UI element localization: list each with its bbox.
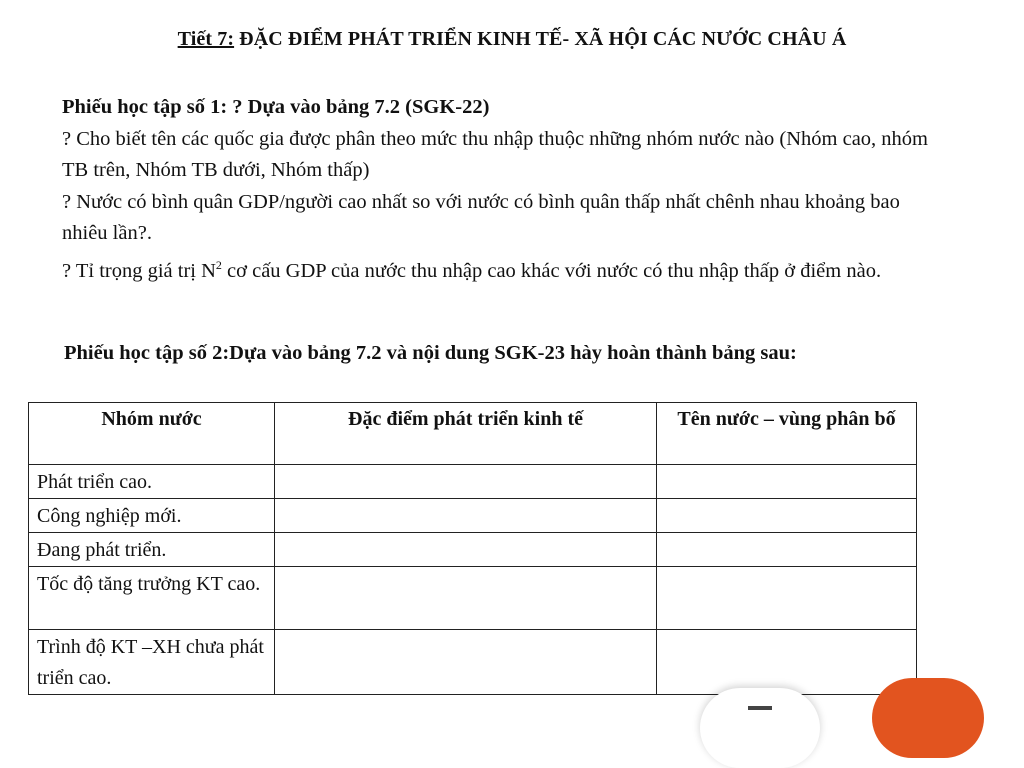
worksheet-table (28, 402, 917, 695)
blank-answer-cell[interactable] (657, 533, 917, 567)
group-cell: Tốc độ tăng trưởng KT cao. (29, 567, 275, 630)
table-row (29, 567, 917, 630)
table-row (29, 499, 917, 533)
orange-floating-button[interactable] (872, 678, 984, 758)
column-header-features: Đặc điểm phát triển kinh tế (275, 403, 657, 465)
blank-answer-cell[interactable] (275, 499, 657, 533)
group-cell: Đang phát triển. (29, 533, 275, 567)
floating-action-button[interactable] (700, 688, 820, 768)
group-cell: Công nghiệp mới. (29, 499, 275, 533)
question-3-start: ? Tỉ trọng giá trị N (62, 259, 216, 282)
question-3 (62, 250, 932, 287)
worksheet-1 (62, 92, 932, 287)
blank-answer-cell[interactable] (657, 567, 917, 630)
table-row (29, 465, 917, 499)
question-3-end: cơ cấu GDP của nước thu nhập cao khác với nước có thu nhập thấp ở điểm nào. (221, 259, 882, 282)
question-1: ? Cho biết tên các quốc gia được phân theo mức thu nhập thuộc những nhóm nước nào (Nhóm cao, nhóm TB trên, Nhóm TB dưới, Nhóm thấp) (62, 127, 928, 181)
worksheet-1-heading: Phiếu học tập số 1: ? Dựa vào bảng 7.2 (SGK-22) (62, 96, 490, 118)
blank-answer-cell[interactable] (275, 465, 657, 499)
blank-answer-cell[interactable] (657, 630, 917, 695)
question-2: ? Nước có bình quân GDP/người cao nhất so với nước có bình quân thấp nhất chênh nhau khoảng bao nhiêu lần?. (62, 190, 900, 244)
table-row (29, 533, 917, 567)
lesson-title: ĐẶC ĐIỂM PHÁT TRIỂN KINH TẾ- XÃ HỘI CÁC NƯỚC CHÂU Á (234, 28, 847, 50)
group-cell: Trình độ KT –XH chưa phát triển cao. (29, 630, 275, 695)
blank-answer-cell[interactable] (657, 465, 917, 499)
column-header-countries: Tên nước – vùng phân bố (657, 403, 917, 465)
lesson-number: Tiết 7: (177, 28, 235, 50)
blank-answer-cell[interactable] (275, 567, 657, 630)
superscript-2: 2 (215, 257, 222, 272)
page-title (0, 28, 1024, 51)
group-cell: Phát triển cao. (29, 465, 275, 499)
column-header-group: Nhóm nước (29, 403, 275, 465)
blank-answer-cell[interactable] (275, 630, 657, 695)
table-header-row (29, 403, 917, 465)
blank-answer-cell[interactable] (275, 533, 657, 567)
worksheet-2-heading: Phiếu học tập số 2:Dựa vào bảng 7.2 và nội dung SGK-23 hày hoàn thành bảng sau: (64, 342, 797, 364)
blank-answer-cell[interactable] (657, 499, 917, 533)
table-row (29, 630, 917, 695)
edit-icon (748, 706, 772, 710)
